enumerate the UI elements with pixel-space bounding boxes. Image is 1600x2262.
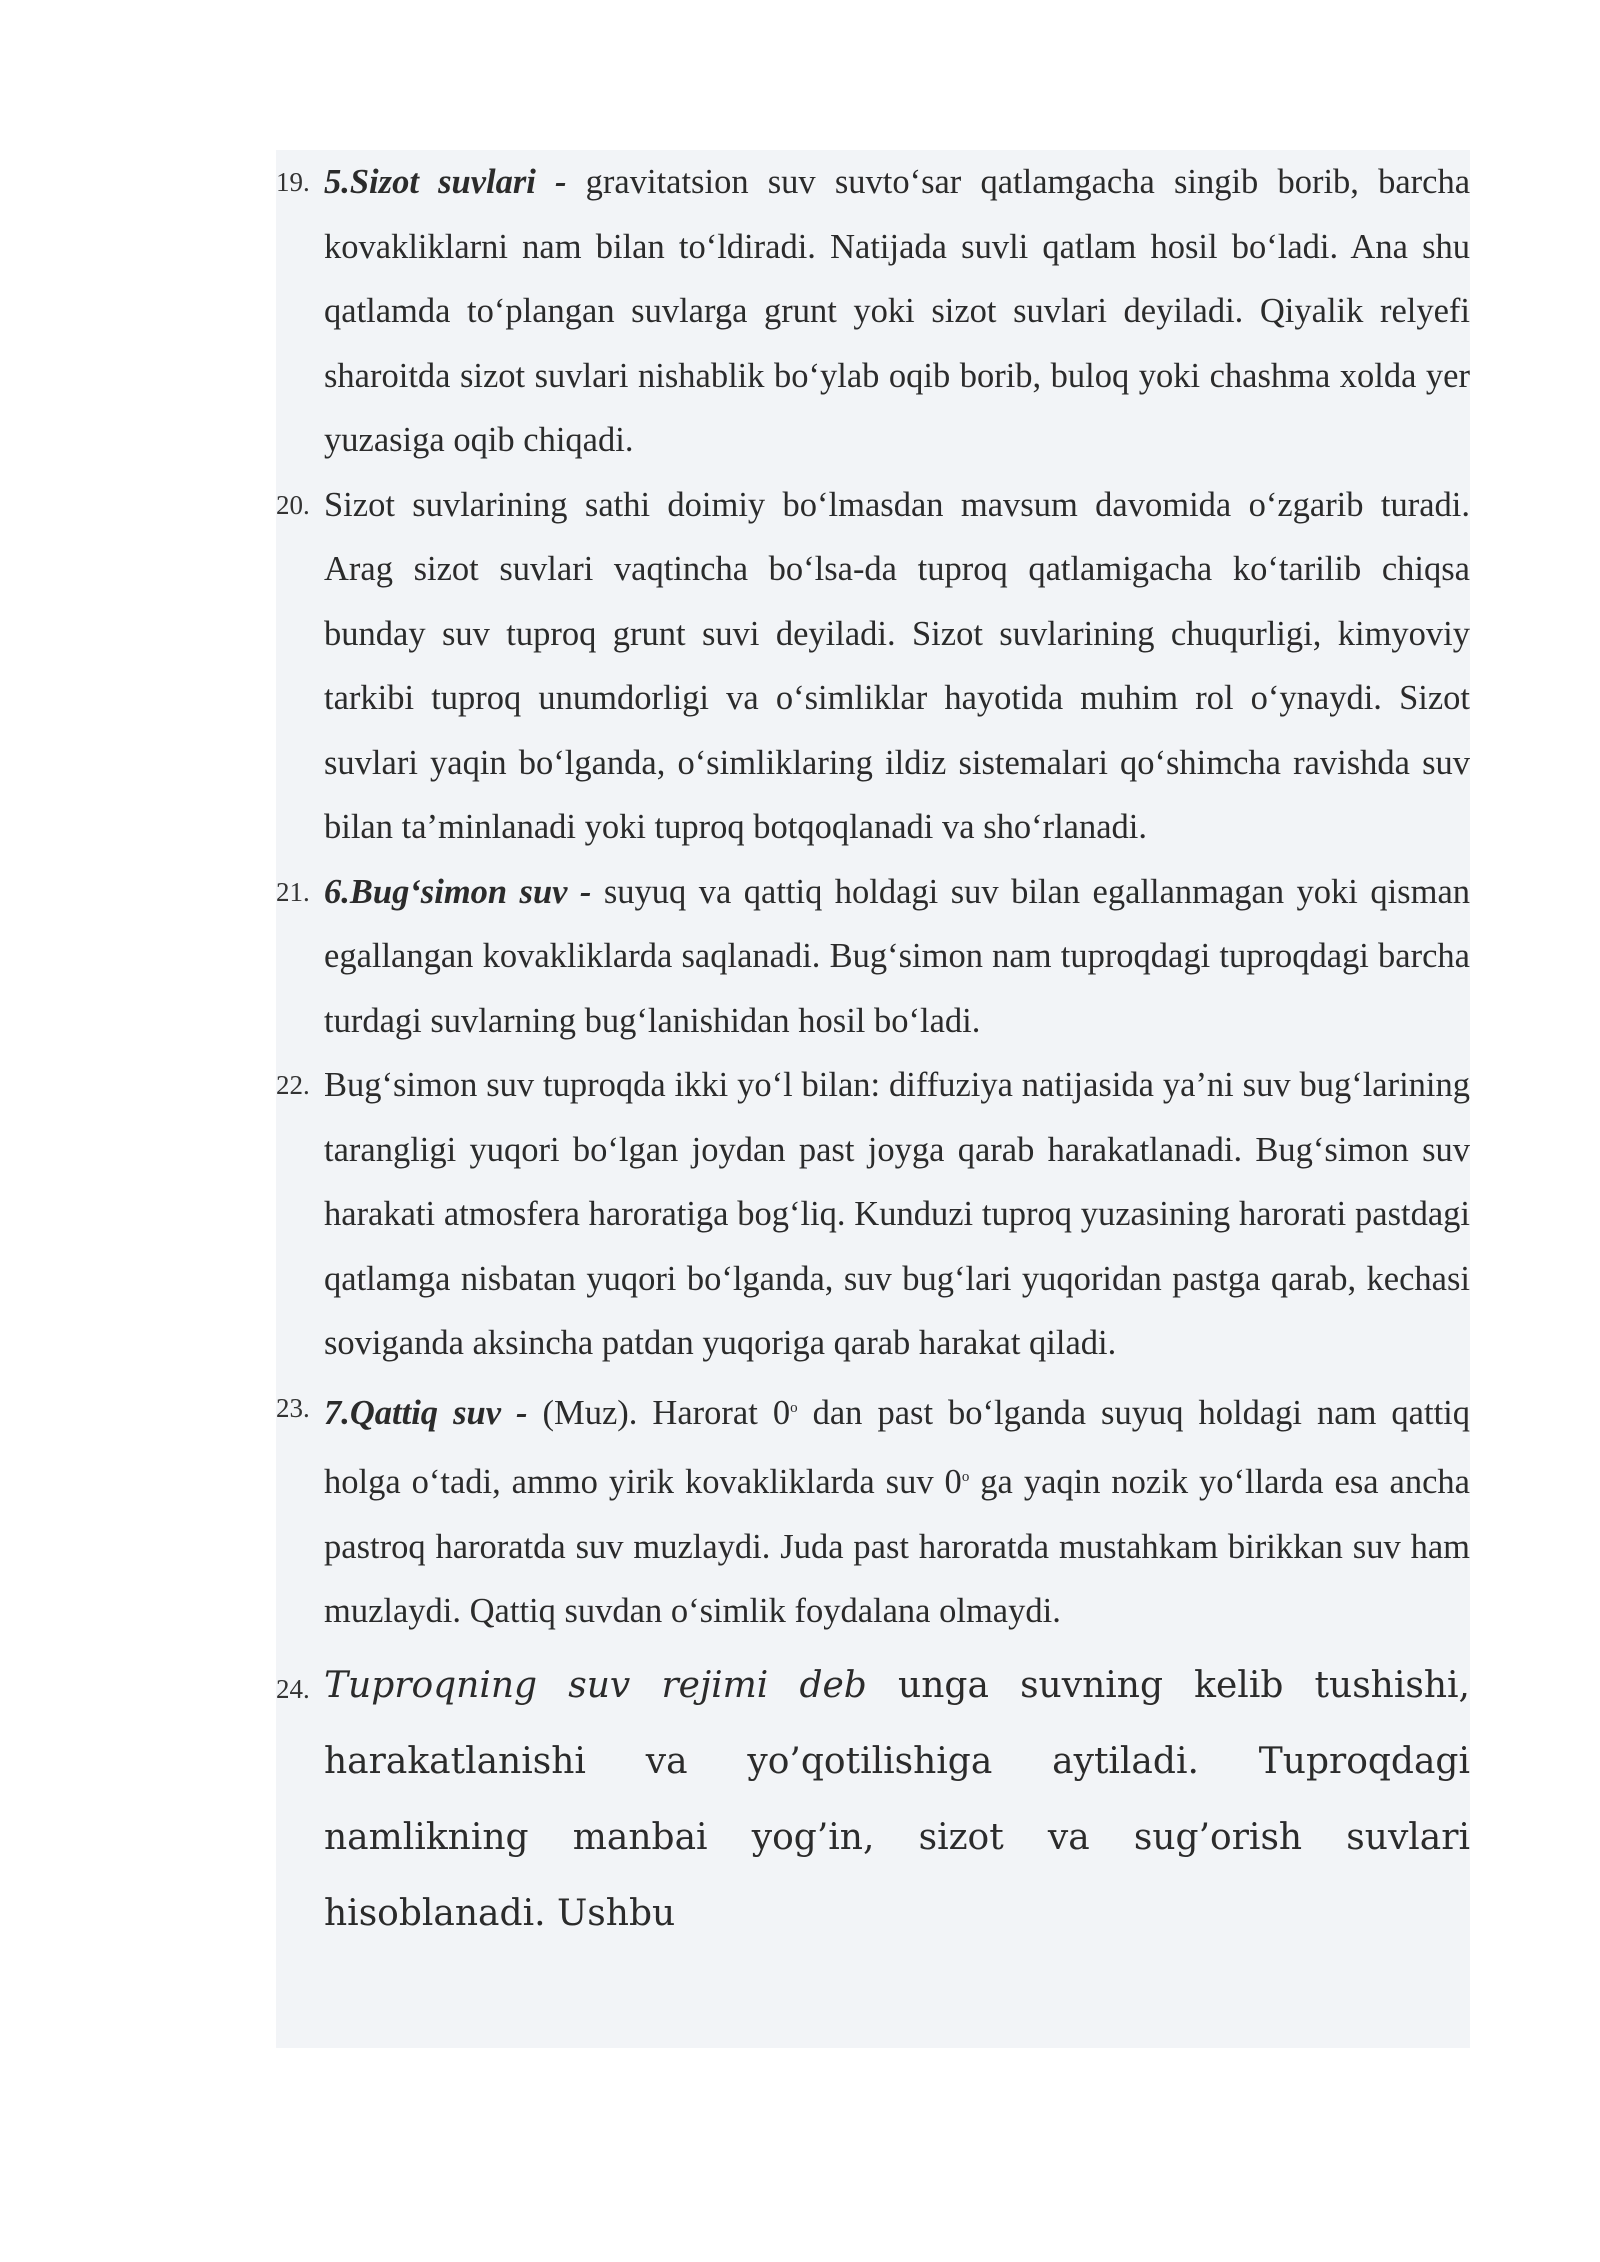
item-text: unga suvning kelib tushishi, harakatlanishi va yo’qotilishiga aytiladi. Tuproqdagi namlikning manbai yog’in, sizot va sug’orish suvlari hisoblanadi. Ushbu <box>324 1664 1470 1934</box>
item-text: gravitatsion suv suvto‘sar qatlamgacha singib borib, barcha kovakliklarni nam bilan to‘ldiradi. Natijada suvli qatlam hosil bo‘ladi. Ana shu qatlamda to‘plangan suvlarga grunt yoki sizot suvlari deyiladi. Qiyalik relyefi sharoitda sizot suvlari nishablik bo‘ylab oqib borib, buloq yoki chashma xolda yer yuzasiga oqib chiqadi. <box>324 163 1471 459</box>
item-number: 23. <box>276 1392 310 1423</box>
item-number: 24. <box>276 1673 310 1704</box>
item-number: 21. <box>276 876 310 907</box>
term-heading: 6.Bug‘simon suv - <box>324 872 592 911</box>
item-number: 22. <box>276 1070 310 1100</box>
item-number: 19. <box>276 167 310 197</box>
item-number: 20. <box>276 489 310 520</box>
degree-mark: o <box>790 1399 798 1416</box>
item-text: suyuq va qattiq holdagi suv bilan egallanmagan yoki qisman egallangan kovakliklarda saqlanadi. Bug‘simon nam tuproqdagi tuproqdagi barcha turdagi suvlarning bug‘lanishidan hosil bo‘ladi. <box>324 872 1471 1040</box>
list-item <box>276 1053 1470 1376</box>
term-heading: Tuproqning suv rejimi deb <box>324 1664 867 1706</box>
list-item <box>276 473 1470 860</box>
document-body <box>276 150 1470 1952</box>
item-text: Bug‘simon suv tuproqda ikki yo‘l bilan: diffuziya natijasida ya’ni suv bug‘larining tarangligi yuqori bo‘lgan joydan past joyga qarab harakatlanadi. Bug‘simon suv harakati atmosfera haroratiga bog‘liq. Kunduzi tuproq yuzasining harorati pastdagi qatlamga nisbatan yuqori bo‘lganda, suv bug‘lari yuqoridan pastga qarab, kechasi soviganda aksincha patdan yuqoriga qarab harakat qiladi. <box>324 1066 1470 1362</box>
degree-mark: o <box>961 1469 970 1485</box>
item-text: ga yaqin nozik yo‘llarda esa ancha pastroq haroratda suv muzlaydi. Juda past haroratda mustahkam birikkan suv ham muzlaydi. Qattiq suvdan o‘simlik foydalana olmaydi. <box>324 1463 1470 1630</box>
term-heading: 5.Sizot suvlari - <box>324 163 567 201</box>
term-heading: 7.Qattiq suv - <box>324 1393 528 1432</box>
list-item <box>276 860 1470 1054</box>
item-text: (Muz). Harorat 0 <box>527 1393 791 1432</box>
item-text: dan past bo‘lganda suyuq holdagi nam qattiq holga o‘tadi, ammo yirik kovakliklarda suv 0 <box>324 1393 1470 1501</box>
item-text: Sizot suvlarining sathi doimiy bo‘lmasdan mavsum davomida o‘zgarib turadi. Arag sizot suvlari vaqtincha bo‘lsa-da tuproq qatlamigacha ko‘tarilib chiqsa bunday suv tuproq grunt suvi deyiladi. Sizot suvlarining chuqurligi, kimyoviy tarkibi tuproq unumdorligi va o‘simliklar hayotida muhim rol o‘ynaydi. Sizot suvlari yaqin bo‘lganda, o‘simliklaring ildiz sistemalari qo‘shimcha ravishda suv bilan ta’minlanadi yoki tuproq botqoqlanadi va sho‘rlanadi. <box>324 485 1470 846</box>
list-item <box>276 1648 1470 1952</box>
list-item <box>276 1376 1470 1644</box>
list-item <box>276 150 1470 473</box>
